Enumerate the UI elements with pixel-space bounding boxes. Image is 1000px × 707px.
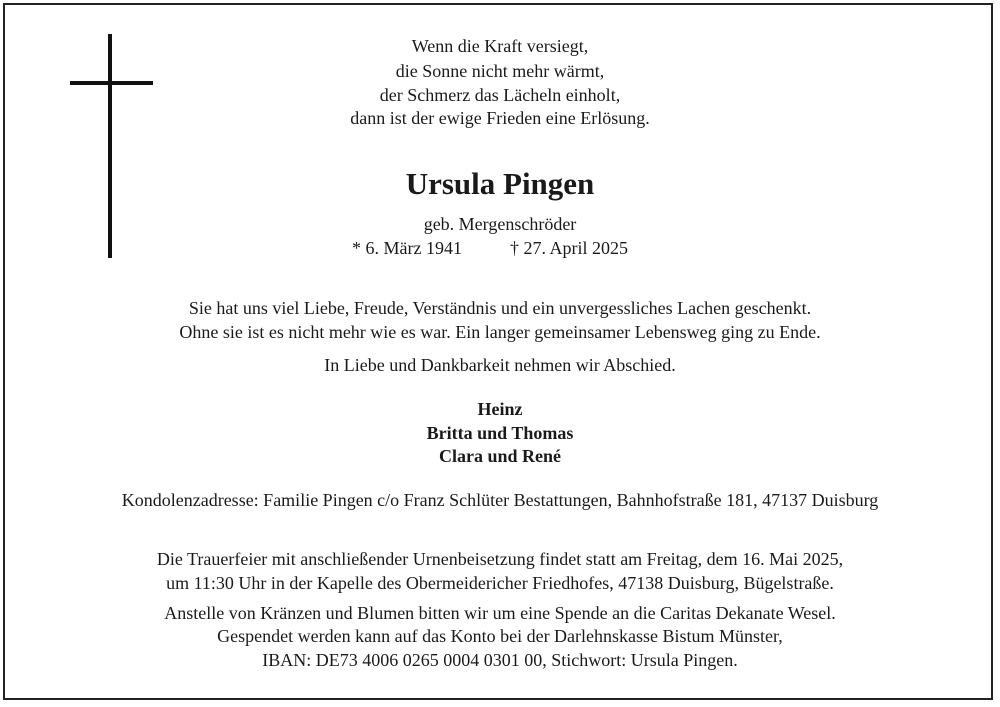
funeral-line: um 11:30 Uhr in der Kapelle des Obermeidericher Friedhofes, 47138 Duisburg, Bügelstraße.	[166, 573, 834, 593]
family-member: Heinz	[477, 399, 523, 419]
birth-date: * 6. März 1941	[352, 238, 462, 258]
funeral-line: Die Trauerfeier mit anschließender Urnenbeisetzung findet statt am Freitag, dem 16. Mai 2025,	[156, 549, 844, 569]
life-dates	[0, 237, 1000, 261]
family-member: Britta und Thomas	[426, 423, 574, 443]
condolence-address: Kondolenzadresse: Familie Pingen c/o Franz Schlüter Bestattungen, Bahnhofstraße 181, 47137 Duisburg	[121, 490, 879, 510]
donation-line: Gespendet werden kann auf das Konto bei der Darlehnskasse Bistum Münster,	[217, 626, 783, 646]
donation-line: Anstelle von Kränzen und Blumen bitten wir um eine Spende an die Caritas Dekanate Wesel.	[164, 603, 836, 623]
poem-line: dann ist der ewige Frieden eine Erlösung.	[350, 108, 650, 128]
death-date: † 27. April 2025	[510, 238, 629, 258]
family-member: Clara und René	[438, 446, 561, 466]
poem-line: der Schmerz das Lächeln einholt,	[379, 85, 621, 105]
poem-line: Wenn die Kraft versiegt,	[411, 36, 589, 56]
tribute-line: Ohne sie ist es nicht mehr wie es war. Ein langer gemeinsamer Lebensweg ging zu Ende.	[179, 322, 821, 342]
poem-line: die Sonne nicht mehr wärmt,	[395, 61, 605, 81]
farewell-text: In Liebe und Dankbarkeit nehmen wir Abschied.	[324, 355, 676, 375]
tribute-line: Sie hat uns viel Liebe, Freude, Verständnis und ein unvergessliches Lachen geschenkt.	[188, 298, 812, 318]
donation-line: IBAN: DE73 4006 0265 0004 0301 00, Stichwort: Ursula Pingen.	[262, 650, 738, 670]
deceased-name: Ursula Pingen	[405, 166, 595, 201]
birth-name: geb. Mergenschröder	[423, 214, 577, 234]
